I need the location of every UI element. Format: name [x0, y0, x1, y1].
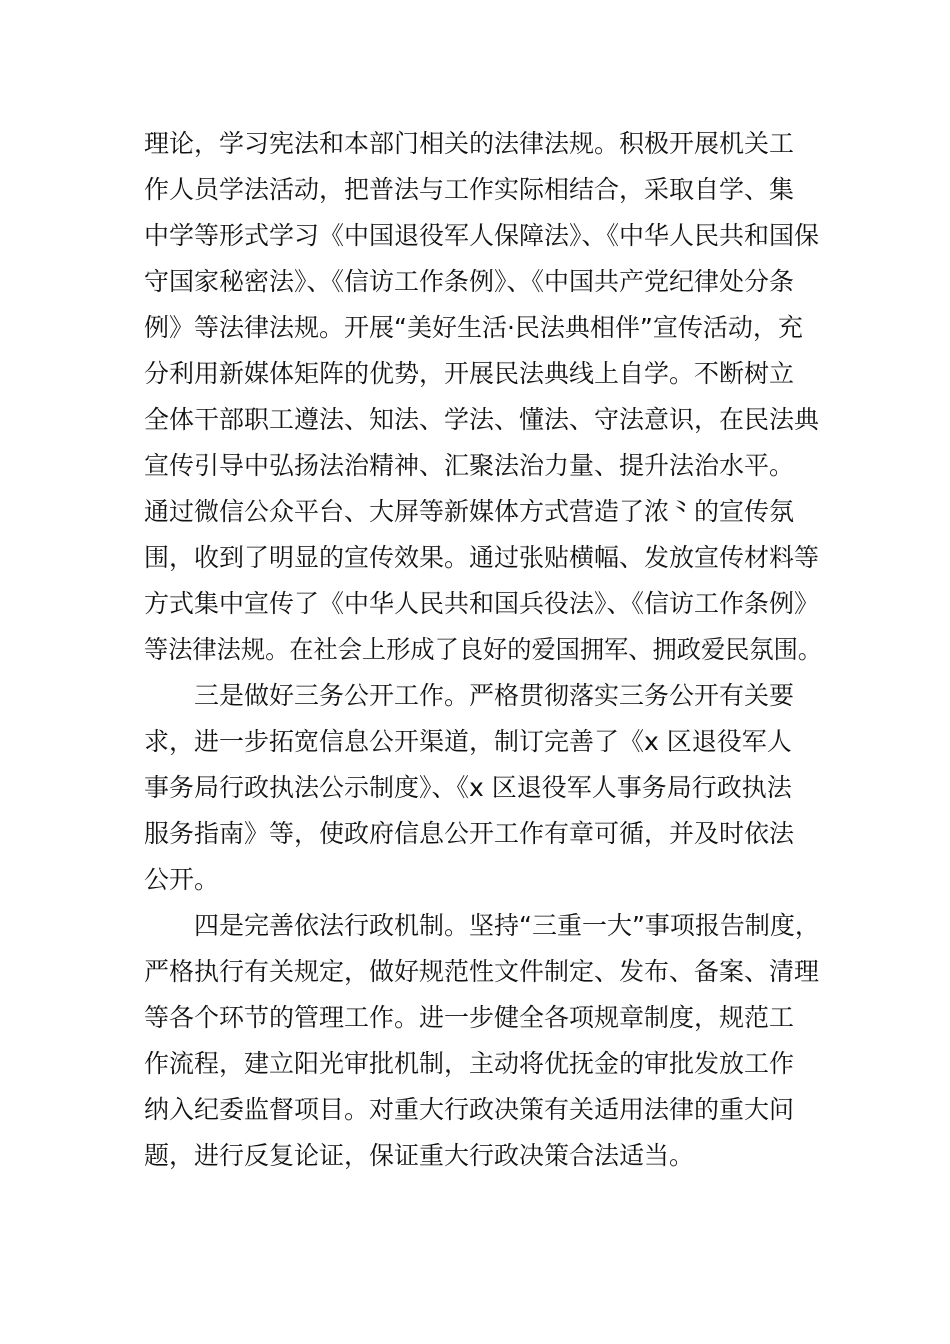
- paragraph-first-line: 三是做好三务公开工作。严格贯彻落实三务公开有关要: [194, 681, 795, 710]
- text-line: 等各个环节的管理工作。进一步健全各项规章制度，规范工: [144, 1003, 795, 1032]
- text-line: 理论，学习宪法和本部门相关的法律法规。积极开展机关工: [144, 129, 795, 158]
- text-line: 全体干部职工遵法、知法、学法、懂法、守法意识，在民法典: [144, 405, 820, 434]
- text-line: 围，收到了明显的宣传效果。通过张贴横幅、发放宣传材料等: [144, 543, 820, 572]
- text-line: 公开。: [144, 865, 220, 894]
- text-line: 中学等形式学习《中国退役军人保障法》、《中华人民共和国保: [144, 221, 820, 250]
- text-line: 守国家秘密法》、《信访工作条例》、《中国共产党纪律处分条: [144, 267, 795, 296]
- text-line: 通过微信公众平台、大屏等新媒体方式营造了浓⺀的宣传氛: [144, 497, 795, 526]
- text-line: 题，进行反复论证，保证重大行政决策合法适当。: [144, 1141, 695, 1170]
- text-line: 严格执行有关规定，做好规范性文件制定、发布、备案、清理: [144, 957, 820, 986]
- text-line: 服务指南》等，使政府信息公开工作有章可循，并及时依法: [144, 819, 795, 848]
- text-line: 求，进一步拓宽信息公开渠道，制订完善了《x 区退役军人: [144, 727, 792, 756]
- text-line: 纳入纪委监督项目。对重大行政决策有关适用法律的重大问: [144, 1095, 795, 1124]
- text-line: 宣传引导中弘扬法治精神、汇聚法治力量、提升法治水平。: [144, 451, 795, 480]
- paragraph-first-line: 四是完善依法行政机制。坚持“三重一大”事项报告制度，: [194, 911, 820, 940]
- text-line: 事务局行政执法公示制度》、《x 区退役军人事务局行政执法: [144, 773, 792, 802]
- text-line: 方式集中宣传了《中华人民共和国兵役法》、《信访工作条例》: [144, 589, 820, 618]
- text-line: 作流程，建立阳光审批机制，主动将优抚金的审批发放工作: [144, 1049, 795, 1078]
- text-line: 作人员学法活动，把普法与工作实际相结合，采取自学、集: [144, 175, 795, 204]
- text-line: 分利用新媒体矩阵的优势，开展民法典线上自学。不断树立: [144, 359, 795, 388]
- text-line: 例》等法律法规。开展“美好生活·民法典相伴”宣传活动，充: [144, 313, 803, 342]
- text-line: 等法律法规。在社会上形成了良好的爱国拥军、拥政爱民氛围。: [144, 635, 823, 664]
